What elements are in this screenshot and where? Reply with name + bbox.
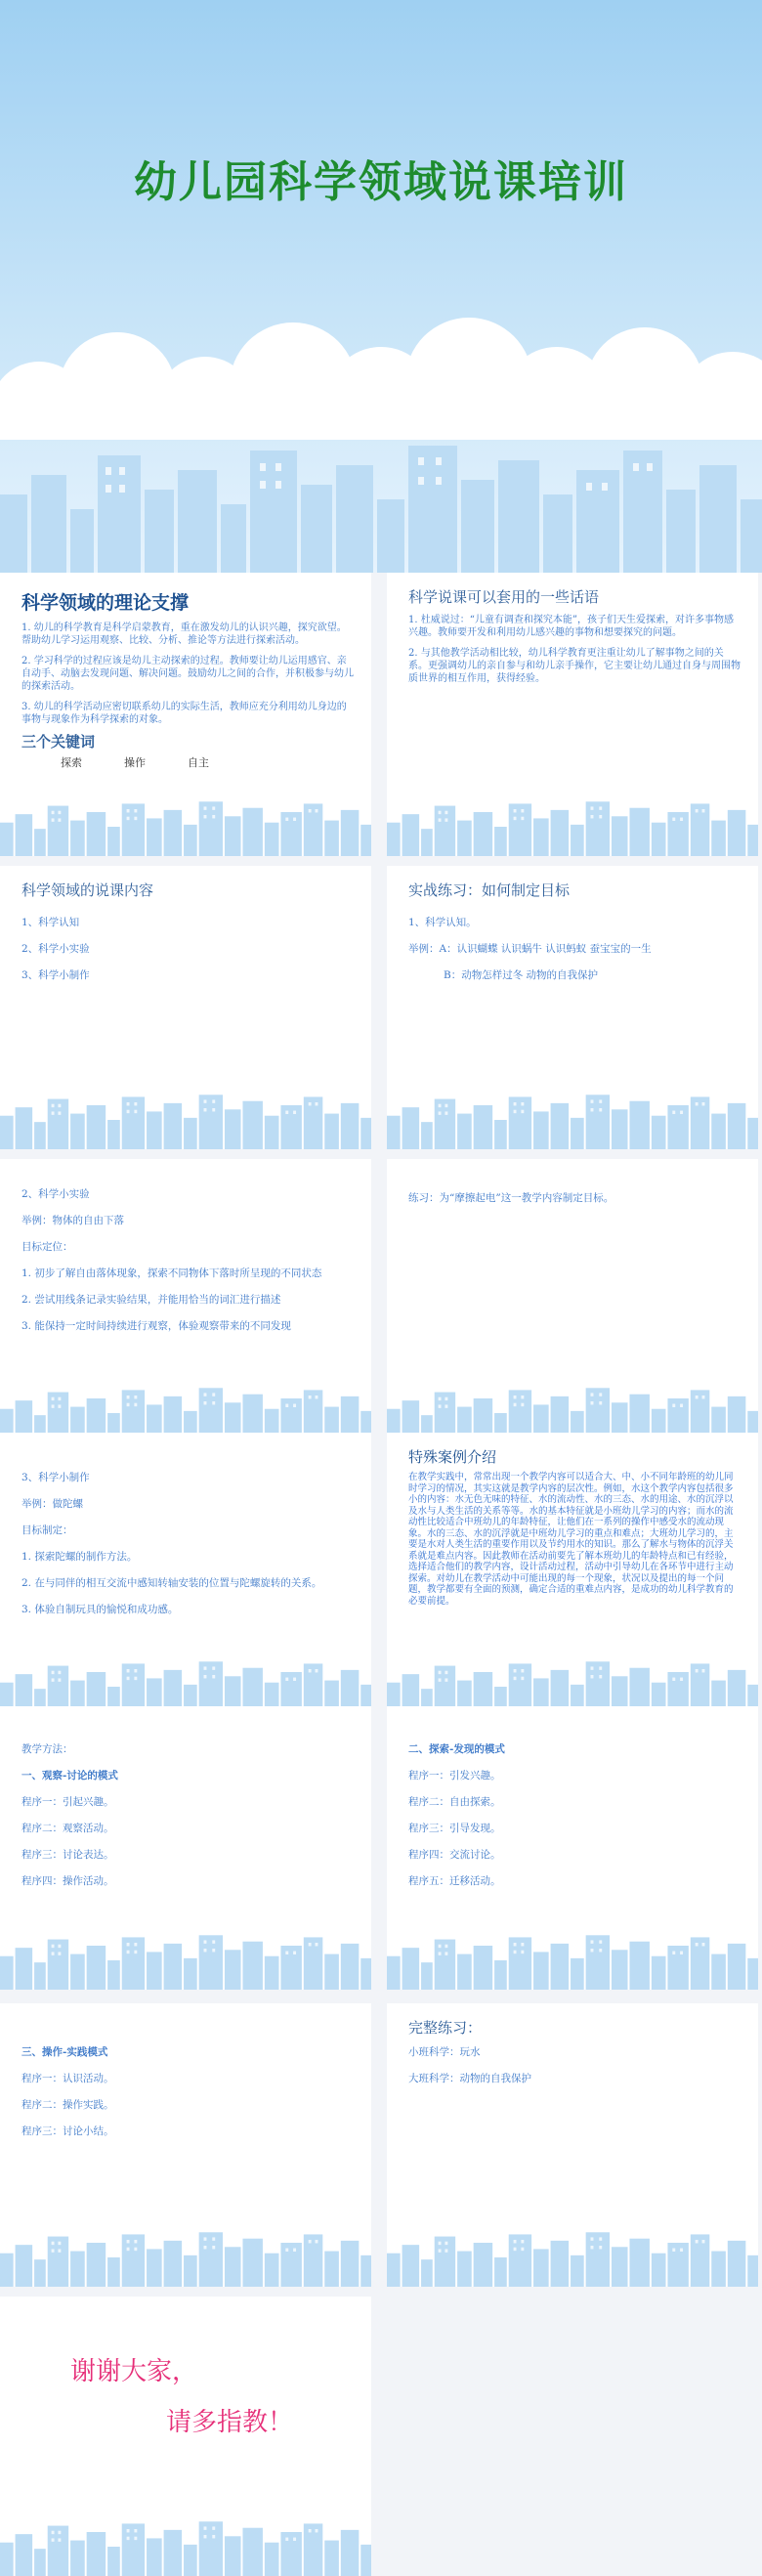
slide-title: 科学说课可以套用的一些话语 [408, 588, 600, 606]
cover-slide [0, 0, 762, 573]
list-item: 程序四：交流讨论。 [408, 1849, 501, 1861]
paragraph: 3. 幼儿的科学活动应密切联系幼儿的实际生活，教师应充分利用幼儿身边的事物与现象作为科学探索的对象。 [21, 702, 347, 725]
list-item: 一、观察-讨论的模式 [21, 1770, 118, 1782]
list-item: 程序三：引导发现。 [408, 1823, 501, 1834]
slide-title: 科学领域的说课内容 [21, 881, 154, 899]
list-item: 程序二：观察活动。 [21, 1823, 114, 1834]
list-item: 举例：物体的自由下落 [21, 1215, 124, 1226]
list-item: 2. 在与同伴的相互交流中感知转轴安装的位置与陀螺旋转的关系。 [21, 1577, 322, 1589]
slide-title: 特殊案例介绍 [408, 1448, 497, 1466]
list-item: B：动物怎样过冬 动物的自我保护 [444, 969, 599, 981]
slide-practice [387, 866, 758, 1149]
thanks-line-2: 请多指教！ [166, 2408, 294, 2437]
list-item: 目标定位： [21, 1241, 73, 1253]
paragraph: 2. 学习科学的过程应该是幼儿主动探索的过程。教师要让幼儿运用感官、亲自动手、动脑去发现问题、解决问题。鼓励幼儿之间的合作，并积极参与幼儿的探索活动。 [21, 656, 354, 692]
list-item: 3、科学小制作 [21, 1472, 90, 1483]
city-skyline [0, 1091, 371, 1149]
slide-experiment [0, 1159, 371, 1442]
city-skyline [0, 436, 762, 573]
city-skyline [0, 2517, 371, 2576]
list-item: 程序一：认识活动。 [21, 2073, 114, 2084]
list-item: 目标制定： [21, 1524, 73, 1536]
list-item: 3. 能保持一定时间持续进行观察，体验观察带来的不同发现 [21, 1320, 291, 1332]
slide-method-1 [0, 1706, 371, 1990]
list-item: 程序二：自由探索。 [408, 1796, 501, 1808]
keyword: 操作 [124, 756, 146, 769]
paragraph: 2. 与其他教学活动相比较，幼儿科学教育更注重让幼儿了解事物之间的关系。更强调幼儿的亲自参与和幼儿亲手操作，它主要让幼儿通过自身与周围物质世界的相互作用，获得经验。 [408, 648, 741, 684]
list-item: 程序二：操作实践。 [21, 2099, 114, 2111]
list-item: 举例：A：认识蝴蝶 认识蜗牛 认识蚂蚁 蚕宝宝的一生 [408, 943, 652, 955]
list-item: 2. 尝试用线条记录实验结果，并能用恰当的词汇进行描述 [21, 1294, 281, 1306]
clouds-decoration [0, 293, 762, 440]
city-skyline [387, 1091, 758, 1149]
case-text: 在教学实践中，常常出现一个教学内容可以适合大、中、小不同年龄班的幼儿同时学习的情况，其实这就是教学内容的层次性。例如，水这个教学内容包括很多小的内容：水无色无味的特征、水的流动性、水的三态、水的用途、水的沉浮以及水与人类生活的关系等等。水的基本特征就是小班幼儿学习的内容；而水的流动性比较适合中班幼儿的年龄特征，让他们在一系列的操作中感受水的流动现象。水的三态、水的沉浮就是中班幼儿学习的重点和难点；大班幼儿学习的，主要是水对人类生活的重要作用以及节约用水的知识。那么了解水与物体的沉浮关系就是难点内容。因此教师在活动前要先了解本班幼儿的年龄特点和已有经验，选择适合他们的教学内容，设计活动过程，活动中引导幼儿在各环节中进行主动探索。对幼儿在教学活动中可能出现的每一个现象，状况以及提出的每一个问题，教学都要有全面的预测，确定合适的重难点内容，是成功的幼儿科学教育的必要前提。 [408, 1472, 734, 1607]
city-skyline [0, 2228, 371, 2287]
slide-theory [0, 573, 371, 856]
slide-method-3 [0, 2003, 371, 2287]
list-item: 程序三：讨论表达。 [21, 1849, 114, 1861]
paragraph: 1. 杜威说过：“儿童有调查和探究本能”，孩子们天生爱探索，对许多事物感兴趣。教师要开发和利用幼儿感兴趣的事物和想要探究的问题。 [408, 615, 734, 638]
list-item: 2、科学小实验 [21, 1188, 90, 1200]
list-item: 程序五：迁移活动。 [408, 1875, 501, 1887]
list-item: 大班科学：动物的自我保护 [408, 2073, 531, 2084]
cover-title: 幼儿园科学领域说课培训 [134, 157, 628, 207]
list-item: 程序四：操作活动。 [21, 1875, 114, 1887]
keyword: 探索 [61, 756, 82, 769]
list-item: 教学方法： [21, 1743, 73, 1755]
slide-title: 完整练习： [408, 2019, 483, 2037]
exercise-text: 练习：为“摩擦起电”这一教学内容制定目标。 [408, 1192, 614, 1204]
list-item: 二、探索-发现的模式 [408, 1743, 505, 1755]
list-item: 程序一：引起兴趣。 [21, 1796, 114, 1808]
list-item: 小班科学：玩水 [408, 2046, 481, 2058]
list-item: 2、科学小实验 [21, 943, 90, 955]
slide-making [0, 1433, 371, 1716]
slide-types [0, 866, 371, 1149]
list-item: 1、科学认知 [21, 917, 80, 928]
city-skyline [387, 1931, 758, 1990]
list-item: 三、操作-实践模式 [21, 2046, 108, 2058]
list-item: 3. 体验自制玩具的愉悦和成功感。 [21, 1604, 179, 1615]
list-item: 程序一：引发兴趣。 [408, 1770, 501, 1782]
thanks-line-1: 谢谢大家， [70, 2357, 198, 2386]
keyword-title: 三个关键词 [21, 733, 96, 751]
keyword: 自主 [188, 756, 209, 769]
paragraph: 1. 幼儿的科学教育是科学启蒙教育，重在激发幼儿的认识兴趣，探究欲望。帮助幼儿学习运用观察、比较、分析、推论等方法进行探索活动。 [21, 623, 347, 646]
list-item: 1. 初步了解自由落体现象，探索不同物体下落时所呈现的不同状态 [21, 1267, 322, 1279]
slide-title: 科学领域的理论支撑 [21, 592, 190, 614]
list-item: 1、科学认知。 [408, 917, 477, 928]
list-item: 程序三：讨论小结。 [21, 2125, 114, 2137]
slide-method-2 [387, 1706, 758, 1990]
slide-thanks [0, 2297, 371, 2576]
list-item: 3、科学小制作 [21, 969, 90, 981]
slide-exercise [387, 1159, 758, 1442]
slide-title: 实战练习：如何制定目标 [408, 881, 571, 899]
slide-cases [387, 1433, 758, 1716]
slide-words [387, 573, 758, 856]
city-skyline [387, 2228, 758, 2287]
list-item: 举例：做陀螺 [21, 1498, 83, 1510]
city-skyline [0, 797, 371, 856]
city-skyline [387, 797, 758, 856]
list-item: 1. 探索陀螺的制作方法。 [21, 1551, 138, 1563]
city-skyline [0, 1931, 371, 1990]
slide-complete [387, 2003, 758, 2287]
